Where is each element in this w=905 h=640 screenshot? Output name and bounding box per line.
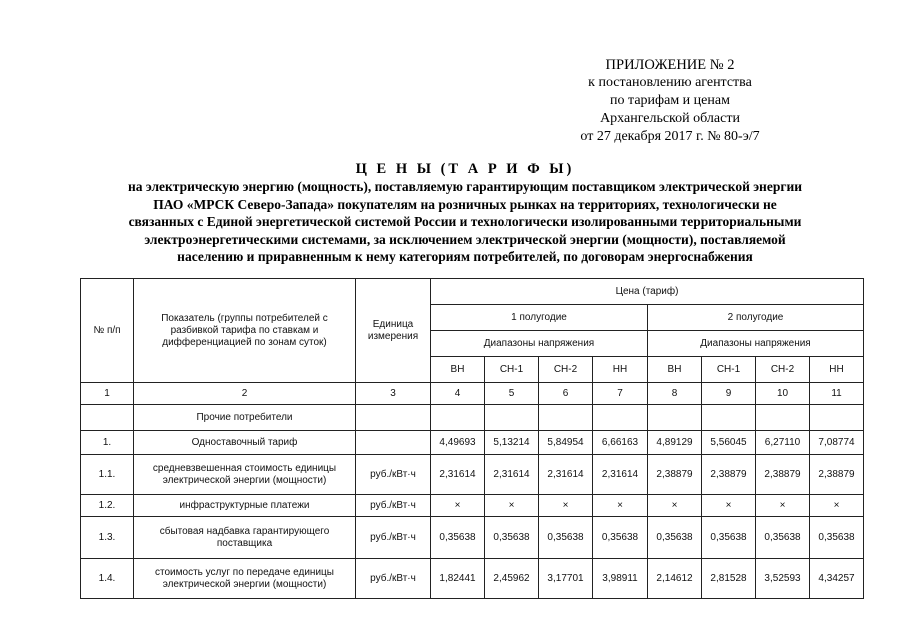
row-value: 3,17701 [539,559,593,599]
column-number: 4 [431,383,485,405]
row-value: 7,08774 [810,431,864,455]
header-level: НН [810,357,864,383]
row-value: 0,35638 [593,517,648,559]
row-value: 2,31614 [539,455,593,495]
section-label: Прочие потребители [134,405,356,431]
row-value: 3,98911 [593,559,648,599]
column-number: 6 [539,383,593,405]
column-number: 11 [810,383,864,405]
header-ranges1: Диапазоны напряжения [431,331,648,357]
row-num: 1. [81,431,134,455]
row-value: 2,31614 [485,455,539,495]
table-row [81,455,864,495]
row-value: × [810,495,864,517]
row-value: 3,52593 [756,559,810,599]
title-line: на электрическую энергию (мощность), поставляемую гарантирующим поставщиком электрической энергии [127,179,803,194]
header-ranges2: Диапазоны напряжения [648,331,864,357]
row-value: 0,35638 [756,517,810,559]
tariff-table [80,278,864,599]
column-number: 9 [702,383,756,405]
column-number: 5 [485,383,539,405]
row-num: 1.1. [81,455,134,495]
row-value: × [648,495,702,517]
row-value: 2,45962 [485,559,539,599]
document-title [40,160,890,266]
row-value: 2,31614 [431,455,485,495]
header-unit: Единица измерения [356,279,431,383]
row-num: 1.3. [81,517,134,559]
row-value: × [539,495,593,517]
row-value: 4,34257 [810,559,864,599]
header-level: СН-2 [539,357,593,383]
table-row [81,495,864,517]
header-indicator: Показатель (группы потребителей с разбивкой тарифа по ставкам и дифференциацией по зонам суток) [134,279,356,383]
title-heading: Ц Е Н Ы (Т А Р И Ф Ы) [355,161,575,177]
header-level: ВН [431,357,485,383]
row-value: 6,66163 [593,431,648,455]
row-value: 0,35638 [810,517,864,559]
row-value: × [593,495,648,517]
column-number: 2 [134,383,356,405]
row-value: 2,38879 [648,455,702,495]
appendix-line: к постановлению агентства [588,75,752,90]
row-unit: руб./кВт·ч [356,455,431,495]
row-value: 0,35638 [539,517,593,559]
column-number: 8 [648,383,702,405]
row-value: 0,35638 [648,517,702,559]
header-level: ВН [648,357,702,383]
column-number: 3 [356,383,431,405]
header-level: СН-1 [702,357,756,383]
title-line: ПАО «МРСК Северо-Запада» покупателям на розничных рынках на территориях, технологически не [153,196,777,212]
row-unit: руб./кВт·ч [356,517,431,559]
row-num: 1.2. [81,495,134,517]
table-row [81,431,864,455]
header-level: СН-1 [485,357,539,383]
header-half2: 2 полугодие [648,305,864,331]
row-value: × [756,495,810,517]
row-unit: руб./кВт·ч [356,559,431,599]
row-value: 2,38879 [702,455,756,495]
header-price: Цена (тариф) [431,279,864,305]
section-row [81,405,864,431]
appendix-block [560,56,780,146]
row-name: сбытовая надбавка гарантирующего поставщика [134,517,356,559]
row-unit: руб./кВт·ч [356,495,431,517]
title-line: электроэнергетическими системами, за исключением электрической энергии (мощности), поставляемой [144,231,786,247]
row-value: × [485,495,539,517]
row-value: 1,82441 [431,559,485,599]
row-value: 5,13214 [485,431,539,455]
column-number: 10 [756,383,810,405]
row-num: 1.4. [81,559,134,599]
title-line: населению и приравненным к нему категориям потребителей, по договорам энергоснабжения [177,249,753,265]
row-value: 0,35638 [431,517,485,559]
row-value: 2,14612 [648,559,702,599]
row-value: 2,38879 [756,455,810,495]
header-level: НН [593,357,648,383]
header-num: № п/п [81,279,134,383]
row-value: 6,27110 [756,431,810,455]
table-row [81,517,864,559]
title-line: связанных с Единой энергетической системой России и технологически изолированными территориальными [128,214,802,230]
row-value: 0,35638 [485,517,539,559]
row-unit [356,431,431,455]
column-number: 1 [81,383,134,405]
appendix-line: Архангельской области [600,111,740,126]
header-half1: 1 полугодие [431,305,648,331]
row-name: инфраструктурные платежи [134,495,356,517]
header-level: СН-2 [756,357,810,383]
row-value: 4,89129 [648,431,702,455]
row-name: стоимость услуг по передаче единицы электрической энергии (мощности) [134,559,356,599]
column-number: 7 [593,383,648,405]
appendix-line: ПРИЛОЖЕНИЕ № 2 [605,57,735,73]
row-value: 2,31614 [593,455,648,495]
row-value: × [431,495,485,517]
row-value: 2,81528 [702,559,756,599]
row-value: 2,38879 [810,455,864,495]
column-number-row [81,383,864,405]
row-value: 5,56045 [702,431,756,455]
appendix-line: по тарифам и ценам [610,93,730,108]
row-name: средневзвешенная стоимость единицы электрической энергии (мощности) [134,455,356,495]
table-row [81,559,864,599]
row-value: 5,84954 [539,431,593,455]
row-name: Одноставочный тариф [134,431,356,455]
row-value: × [702,495,756,517]
row-value: 0,35638 [702,517,756,559]
appendix-line: от 27 декабря 2017 г. № 80-э/7 [580,129,760,144]
row-value: 4,49693 [431,431,485,455]
